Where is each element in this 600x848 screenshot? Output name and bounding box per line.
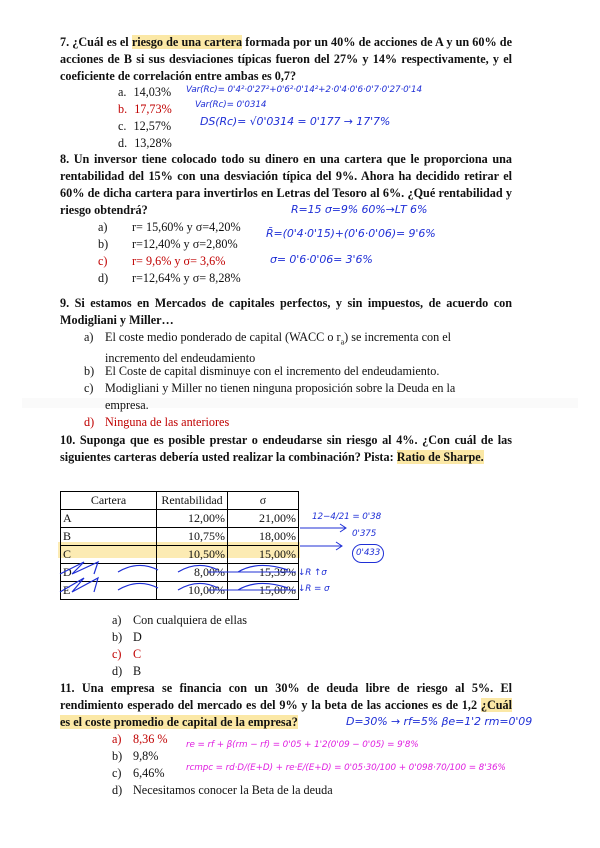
cell: C	[61, 546, 157, 564]
highlight-cmpc: ¿Cuál es el coste promedio de capital de la empresa?	[60, 698, 512, 729]
q7-note-3: DS(Rc)= √0'0314 = 0'177 → 17'7%	[200, 115, 391, 128]
q9-option-c: c) Modigliani y Miller no tienen ninguna proposición sobre la Deuda en la empresa.	[84, 381, 456, 412]
header-rentabilidad: Rentabilidad	[157, 492, 228, 510]
cell: 15,00%	[228, 546, 299, 564]
q7-option-b: b. 17,73%	[118, 102, 172, 116]
q8-note-2: σ= 0'6·0'06= 3'6%	[270, 253, 373, 266]
q11-note-2: rcmpc = rd·D/(E+D) + re·E/(E+D) = 0'05·30/100 + 0'098·70/100 = 8'36%	[186, 763, 506, 773]
cell: 10,00%	[157, 582, 228, 600]
q7-note-2: Var(Rc)= 0'0314	[195, 100, 267, 110]
cell: 15,39%	[228, 564, 299, 582]
cell: D	[61, 564, 157, 582]
question-10: 10. Suponga que es posible prestar o endeudarse sin riesgo al 4%. ¿Con cuál de las siguientes carteras debería usted realizar la combinación? Pista: Ratio de Sharpe.	[60, 433, 512, 464]
table-row	[61, 528, 299, 546]
table-header-row	[61, 492, 299, 510]
q10-note-4: ↓R ↑σ	[298, 568, 327, 578]
q7-option-d: d. 13,28%	[118, 136, 172, 150]
cell: 12,00%	[157, 510, 228, 528]
q11-note-1: re = rf + β(rm − rf) = 0'05 + 1'2(0'09 − 0'05) = 9'8%	[186, 740, 419, 750]
q8-option-c: c) r= 9,6% y σ= 3,6%	[98, 254, 226, 268]
q10-option-c: c) C	[112, 647, 142, 661]
q8-note-inline: R=15 σ=9% 60%→LT 6%	[291, 203, 428, 216]
table-row	[61, 510, 299, 528]
q11-option-a: a) 8,36 %	[112, 732, 168, 746]
highlight-sharpe: Ratio de Sharpe.	[396, 450, 484, 464]
highlight-riesgo: riesgo de una cartera	[131, 35, 243, 49]
cell: 10,75%	[157, 528, 228, 546]
q8-note-1: R̄=(0'4·0'15)+(0'6·0'06)= 9'6%	[266, 227, 436, 240]
q11-option-d: d) Necesitamos conocer la Beta de la deuda	[112, 783, 333, 797]
cell: 15,00%	[228, 582, 299, 600]
q10-note-5: ↓R = σ	[298, 584, 330, 594]
q11-note-inline: D=30% → rf=5% βe=1'2 rm=0'09	[346, 715, 533, 728]
q8-option-b: b) r=12,40% y σ=2,80%	[98, 237, 238, 251]
cell: 10,50%	[157, 546, 228, 564]
q8-option-a: a) r= 15,60% y σ=4,20%	[98, 220, 241, 234]
q8-option-d: d) r=12,64% y σ= 8,28%	[98, 271, 241, 285]
q7-note-1: Var(Rc)= 0'4²·0'27²+0'6²·0'14²+2·0'4·0'6·0'7·0'27·0'14	[186, 85, 422, 95]
q9-option-b: b) El Coste de capital disminuye con el incremento del endeudamiento.	[84, 364, 440, 378]
q7-option-c: c. 12,57%	[118, 119, 172, 133]
cell: 8,00%	[157, 564, 228, 582]
q9-option-d: d) Ninguna de las anteriores	[84, 415, 230, 429]
question-9: 9. Si estamos en Mercados de capitales perfectos, y sin impuestos, de acuerdo con Modigliani y Miller…	[60, 296, 512, 327]
q10-option-a: a) Con cualquiera de ellas	[112, 613, 248, 627]
question-8: 8. Un inversor tiene colocado todo su dinero en una cartera que le proporciona una rentabilidad del 15% con una desviación típica del 9%. Ahora ha decidido retirar el 60% de dicha cartera para invertirlos en Letras del Tesoro al 6%. ¿Qué rentabilidad y riesgo obtendrá?	[60, 152, 512, 217]
cell: E	[61, 582, 157, 600]
q11-option-c: c) 6,46%	[112, 766, 165, 780]
header-cartera: Cartera	[61, 492, 157, 510]
q10-option-d: d) B	[112, 664, 142, 678]
q11-option-b: b) 9,8%	[112, 749, 159, 763]
q9-option-a: a) El coste medio ponderado de capital (WACC o $r_a$) se incrementa con el incremento del endeudamiento	[84, 330, 452, 366]
cell: B	[61, 528, 157, 546]
header-sigma: σ	[228, 492, 299, 510]
strikeout-scribble	[58, 558, 298, 594]
q10-note-1: 12−4/21 = 0'38	[312, 512, 382, 522]
q7-option-a: a. 14,03%	[118, 85, 172, 99]
q10-note-2: 0'375	[352, 529, 377, 539]
q10-note-3: 0'433	[352, 544, 384, 563]
question-11: 11. Una empresa se financia con un 30% de deuda libre de riesgo al 5%. El rendimiento esperado del mercado es del 9% y la beta de las acciones es de 1,2 ¿Cuál es el coste promedio de capital de la empresa?	[60, 681, 512, 729]
cell: 21,00%	[228, 510, 299, 528]
q10-option-b: b) D	[112, 630, 142, 644]
cell: 18,00%	[228, 528, 299, 546]
cell: A	[61, 510, 157, 528]
question-7: 7. ¿Cuál es el riesgo de una cartera formada por un 40% de acciones de A y un 60% de acciones de B si sus desviaciones típicas fueron del 27% y 14% respectivamente, y el coeficiente de correlación entre ambas es 0,7?	[60, 35, 512, 83]
